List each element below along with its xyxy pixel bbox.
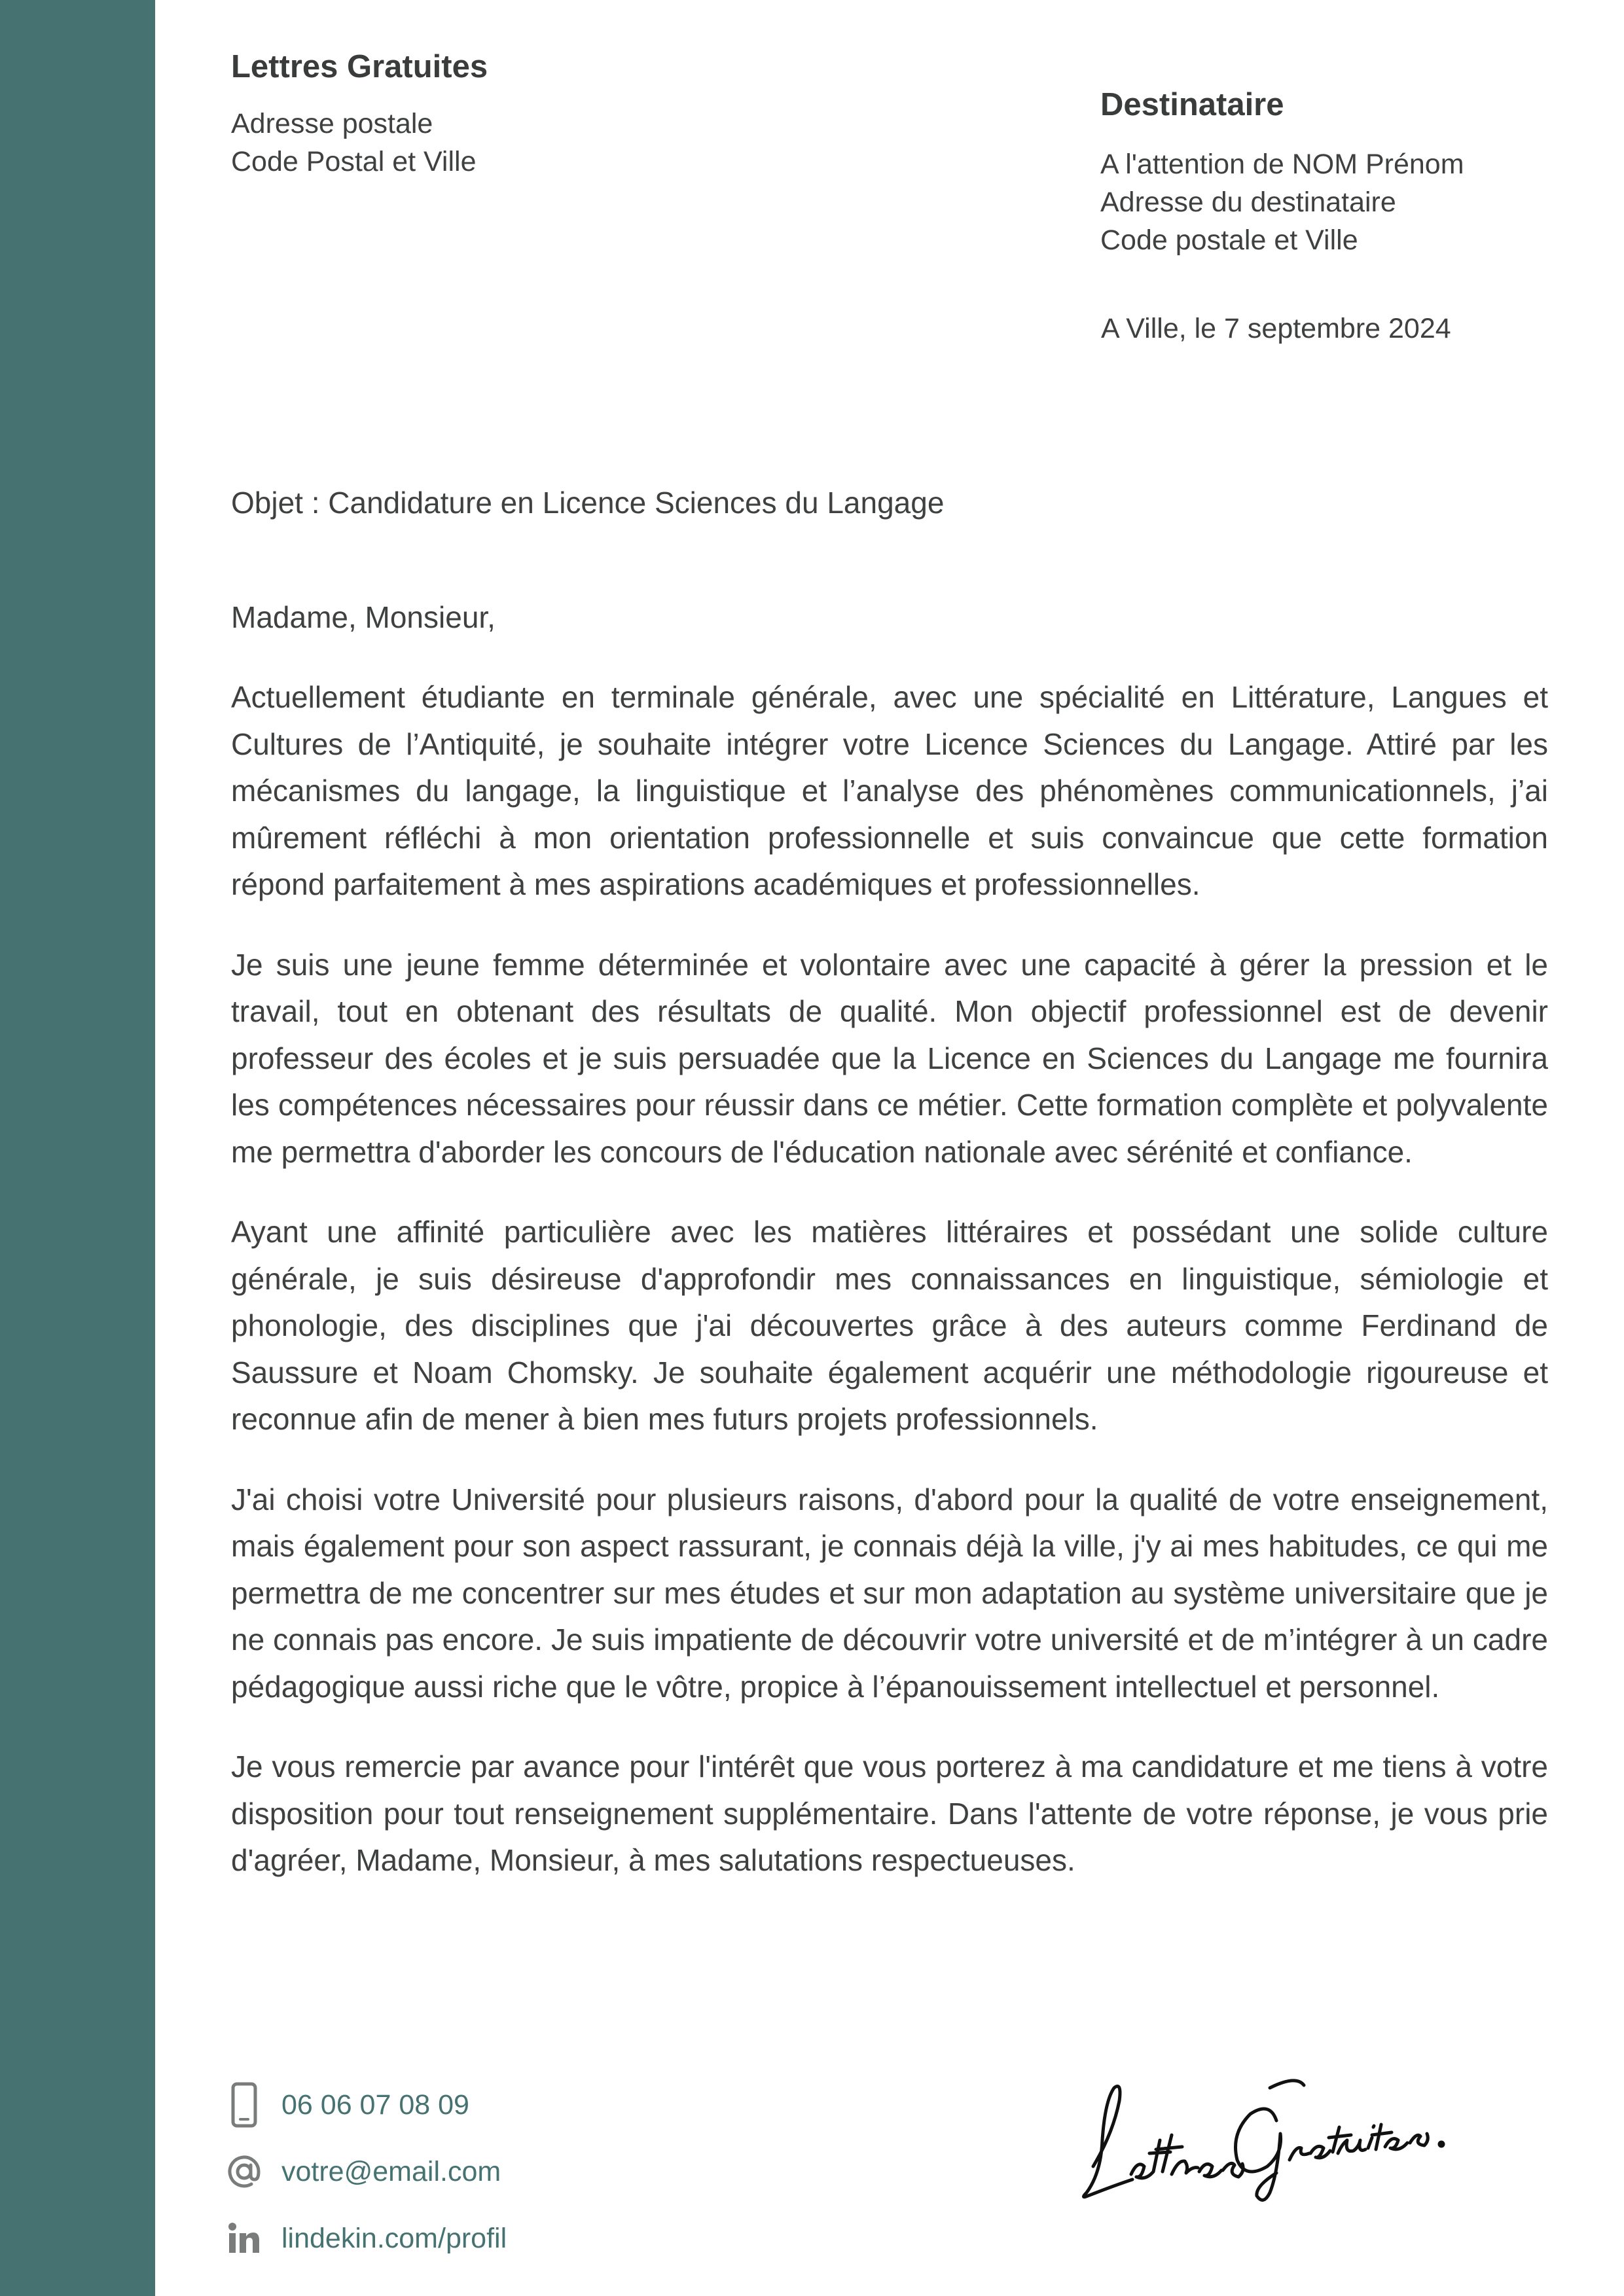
recipient-title: Destinataire (1100, 87, 1284, 122)
body-paragraph: Ayant une affinité particulière avec les matières littéraires et possédant une solide culture générale, je suis désireuse d'approfondir mes connaissances en linguistique, sémiologie et phonologie, des disciplines que j'ai découvertes grâce à des auteurs comme Ferdinand de Saussure et Noam Chomsky. Je souhaite également acquérir une méthodologie rigoureuse et reconnue afin de mener à bien mes futurs projets professionnels. (231, 1215, 1548, 1436)
body-paragraph: Je suis une jeune femme déterminée et volontaire avec une capacité à gérer la pression et le travail, tout en obtenant des résultats de qualité. Mon objectif professionnel est de devenir professeur des écoles et je suis persuadée que la Licence en Sciences du Langage me fournira les compétences nécessaires pour réussir dans ce métier. Cette formation complète et polyvalente me permettra d'aborder les concours de l'éducation nationale avec sérénité et confiance. (231, 947, 1548, 1169)
letter-subject: Objet : Candidature en Licence Sciences du Langage (231, 486, 945, 520)
contact-phone[interactable]: 06 06 07 08 09 (281, 2089, 469, 2121)
sidebar-accent-band (0, 0, 155, 2296)
contact-phone-row (226, 2081, 507, 2128)
letter-body (231, 674, 1548, 1918)
recipient-block (1100, 81, 1464, 259)
phone-icon (226, 2081, 262, 2128)
body-paragraph: Je vous remercie par avance pour l'intérêt que vous porterez à ma candidature et me tiens à votre disposition pour tout renseignement supplémentaire. Dans l'attente de votre réponse, je vous prie d'agréer, Madame, Monsieur, à mes salutations respectueuses. (231, 1749, 1548, 1877)
recipient-attention: A l'attention de NOM Prénom (1100, 149, 1464, 180)
sender-block (231, 43, 488, 181)
letter-date: A Ville, le 7 septembre 2024 (1101, 313, 1451, 344)
recipient-address: Adresse du destinataire (1100, 187, 1396, 218)
recipient-postal-city: Code postale et Ville (1100, 224, 1358, 256)
letter-salutation: Madame, Monsieur, (231, 600, 496, 634)
contact-email[interactable]: votre@email.com (281, 2155, 501, 2187)
contact-block (226, 2081, 507, 2262)
body-paragraph: Actuellement étudiante en terminale générale, avec une spécialité en Littérature, Langues et Cultures de l’Antiquité, je souhaite intégrer votre Licence Sciences du Langage. Attiré par les mécanismes du langage, la linguistique et l’analyse des phénomènes communicationnels, j’ai mûrement réfléchi à mon orientation professionnelle et suis convaincue que cette formation répond parfaitement à mes aspirations académiques et professionnelles. (231, 680, 1548, 901)
contact-linkedin-row (226, 2215, 507, 2262)
contact-email-row (226, 2148, 507, 2195)
linkedin-icon (226, 2215, 262, 2262)
at-sign-icon (226, 2148, 262, 2195)
sender-address: Adresse postale (231, 108, 433, 139)
sender-postal-city: Code Postal et Ville (231, 146, 477, 177)
sender-name: Lettres Gratuites (231, 49, 488, 84)
contact-linkedin[interactable]: lindekin.com/profil (281, 2222, 507, 2254)
signature-image (1074, 2062, 1466, 2212)
body-paragraph: J'ai choisi votre Université pour plusieurs raisons, d'abord pour la qualité de votre enseignement, mais également pour son aspect rassurant, je connais déjà la ville, j'y ai mes habitudes, ce qui me permettra de me concentrer sur mes études et sur mon adaptation au système universitaire que je ne connais pas encore. Je suis impatiente de découvrir votre université et de m’intégrer à un cadre pédagogique aussi riche que le vôtre, propice à l’épanouissement intellectuel et personnel. (231, 1482, 1548, 1704)
